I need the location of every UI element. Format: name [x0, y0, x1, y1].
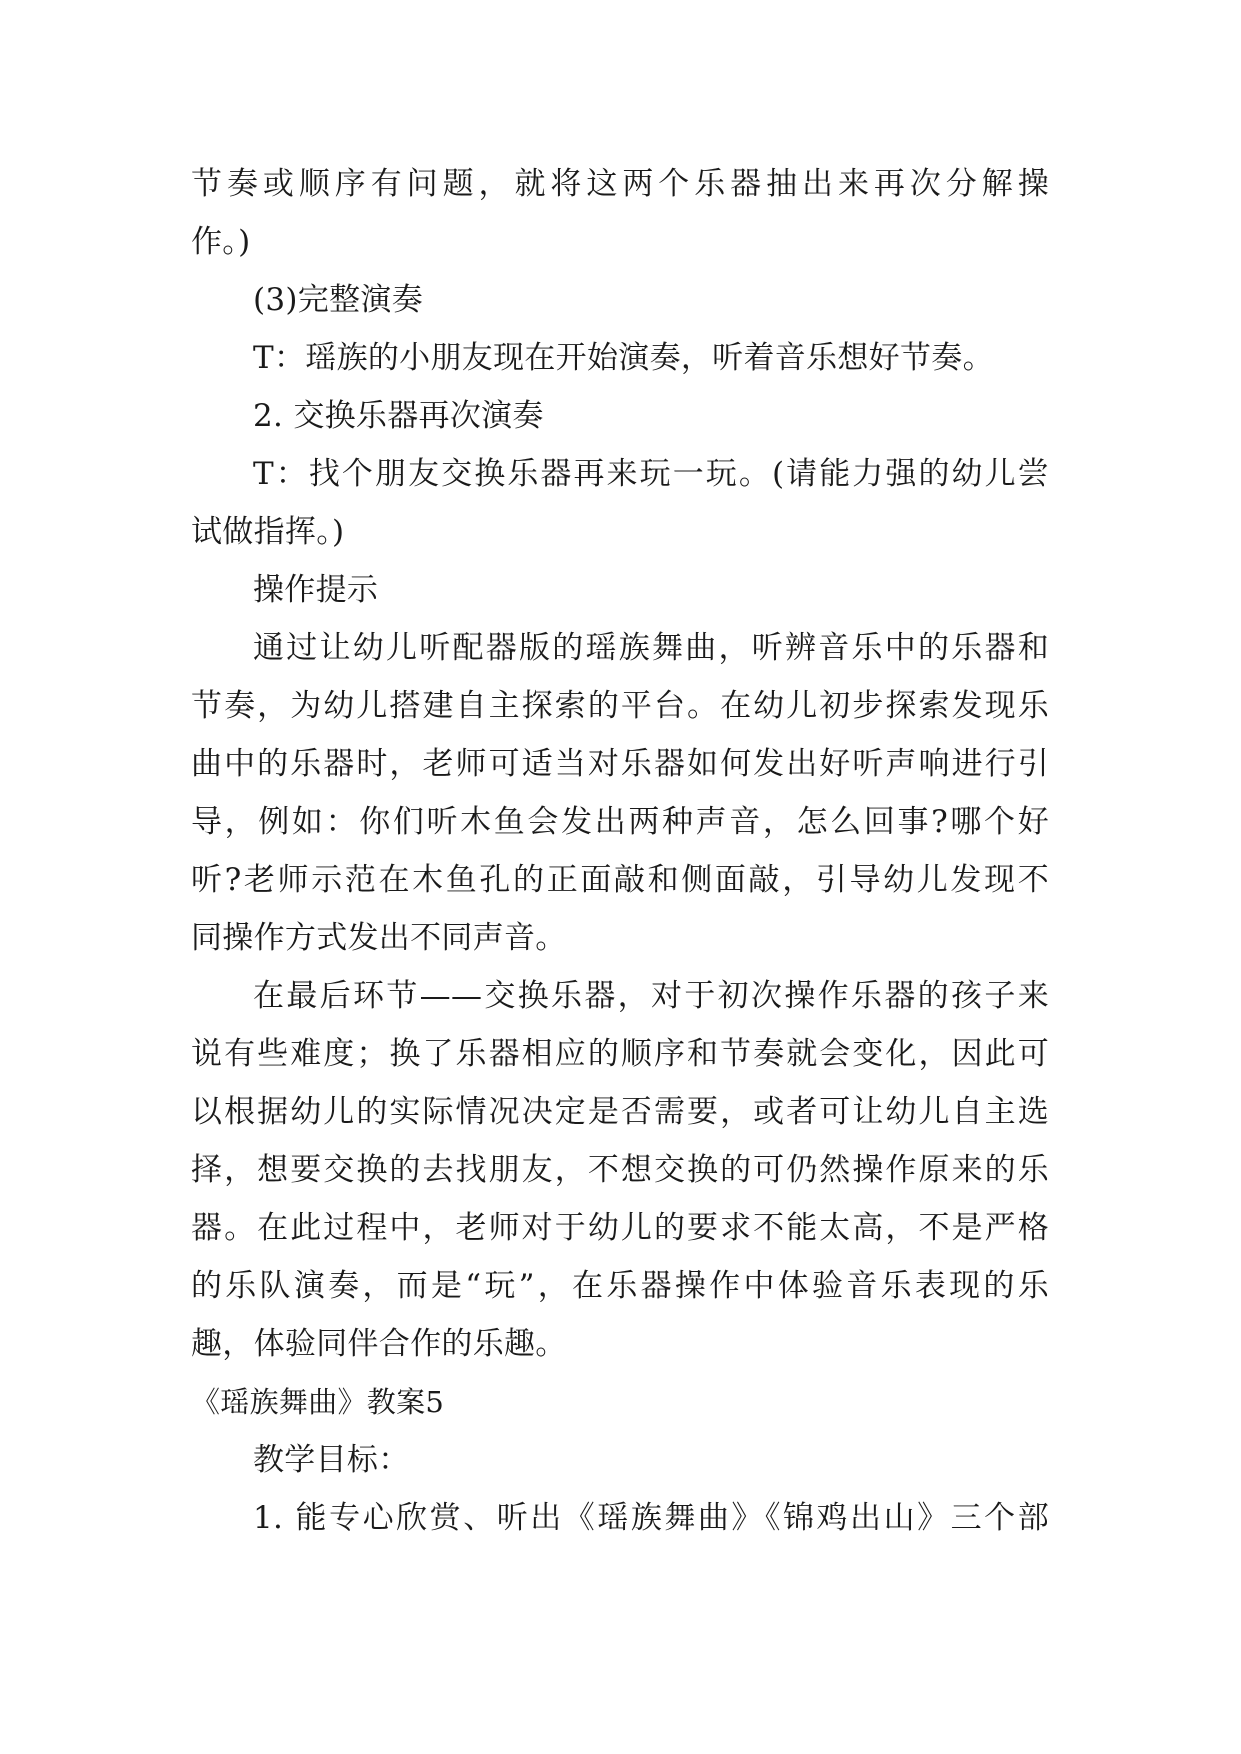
- subheading: (3)完整演奏: [253, 282, 424, 318]
- section-title: 《瑶族舞曲》教案5: [191, 1385, 445, 1419]
- text-line: T：瑶族的小朋友现在开始演奏，听着音乐想好节奏。: [253, 340, 994, 376]
- text-line: 以根据幼儿的实际情况决定是否需要，或者可让幼儿自主选: [191, 1094, 1049, 1130]
- subheading: 2. 交换乐器再次演奏: [253, 398, 544, 434]
- text-line: 通过让幼儿听配器版的瑶族舞曲，听辨音乐中的乐器和: [253, 630, 1049, 666]
- text-line: 节奏或顺序有问题，就将这两个乐器抽出来再次分解操: [191, 166, 1049, 202]
- subheading: 教学目标：: [253, 1442, 410, 1478]
- text-line: 试做指挥。): [191, 514, 345, 550]
- text-line: 作。): [191, 224, 251, 260]
- text-line: 在最后环节——交换乐器，对于初次操作乐器的孩子来: [253, 978, 1049, 1014]
- text-line: 节奏，为幼儿搭建自主探索的平台。在幼儿初步探索发现乐: [191, 688, 1049, 724]
- document-body: [191, 155, 1049, 1547]
- text-line: 的乐队演奏，而是“玩”，在乐器操作中体验音乐表现的乐: [191, 1268, 1049, 1304]
- text-line: 听?老师示范在木鱼孔的正面敲和侧面敲，引导幼儿发现不: [191, 862, 1049, 898]
- text-line: 择，想要交换的去找朋友，不想交换的可仍然操作原来的乐: [191, 1152, 1049, 1188]
- text-line: 同操作方式发出不同声音。: [191, 920, 567, 956]
- text-line: 趣，体验同伴合作的乐趣。: [191, 1326, 567, 1362]
- subheading: 操作提示: [253, 572, 379, 608]
- text-line: 器。在此过程中，老师对于幼儿的要求不能太高，不是严格: [191, 1210, 1049, 1246]
- text-line: T：找个朋友交换乐器再来玩一玩。(请能力强的幼儿尝: [253, 456, 1049, 492]
- text-line: 导，例如：你们听木鱼会发出两种声音，怎么回事?哪个好: [191, 804, 1049, 840]
- text-line: 曲中的乐器时，老师可适当对乐器如何发出好听声响进行引: [191, 746, 1049, 782]
- text-line: 说有些难度；换了乐器相应的顺序和节奏就会变化，因此可: [191, 1036, 1049, 1072]
- text-line: 1. 能专心欣赏、听出《瑶族舞曲》《锦鸡出山》三个部: [253, 1500, 1049, 1536]
